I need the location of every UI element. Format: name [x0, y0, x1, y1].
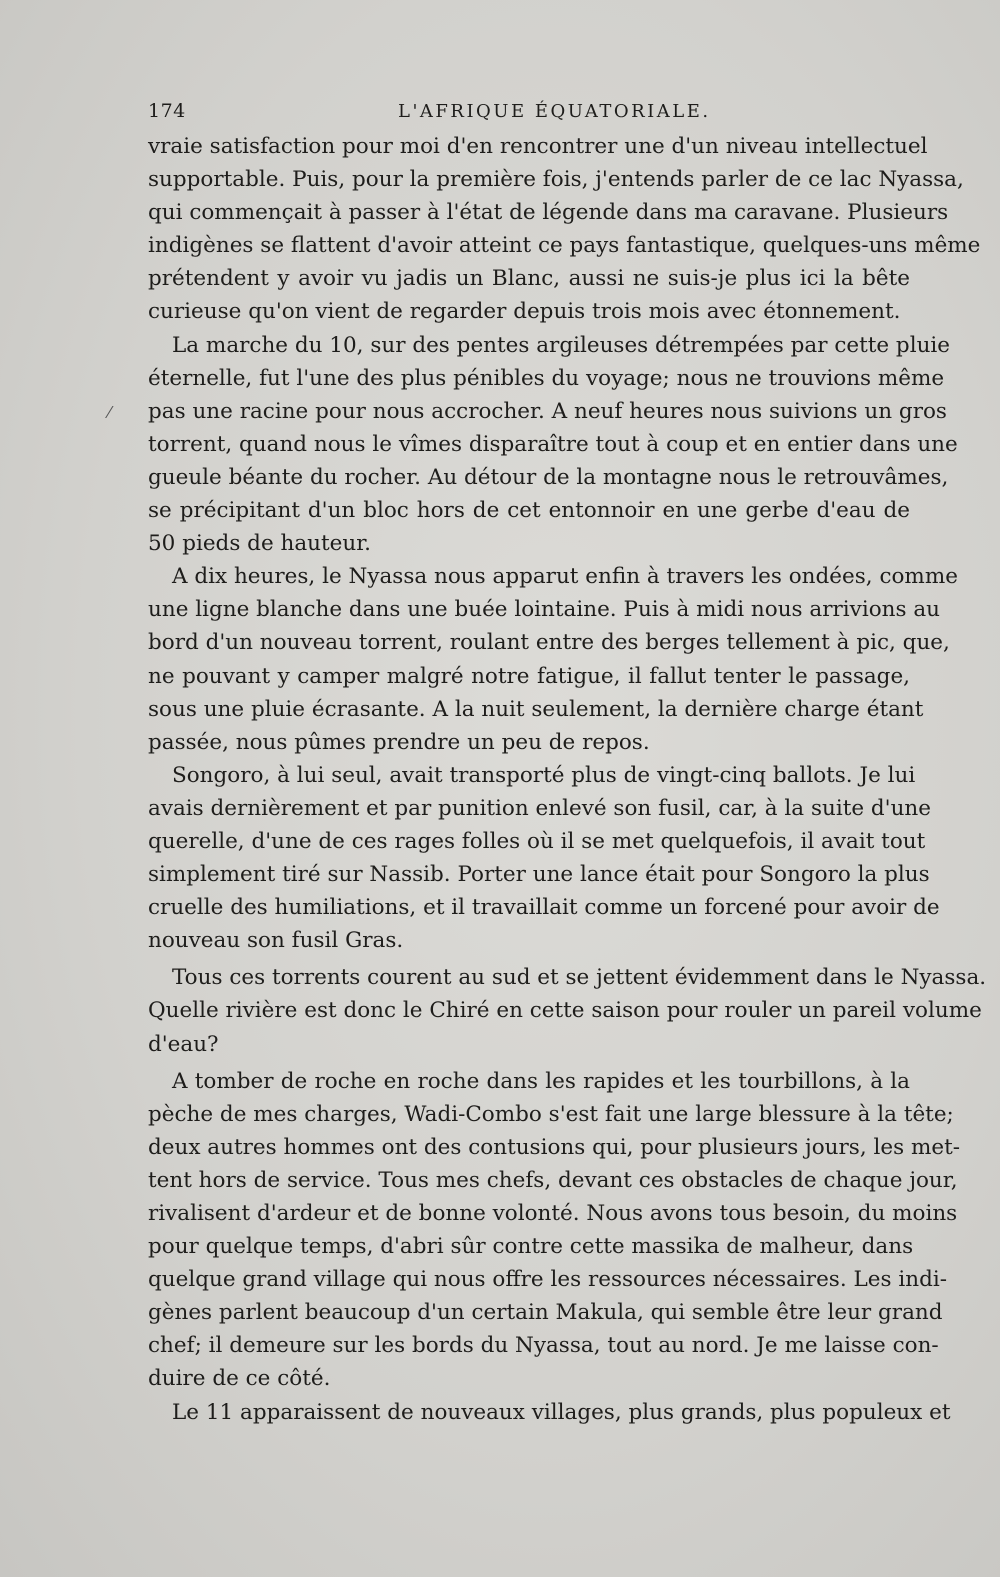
text-line: sous une pluie écrasante. A la nuit seulement, la dernière charge étant	[148, 696, 924, 722]
text-line: bord d'un nouveau torrent, roulant entre des berges tellement à pic, que,	[148, 630, 950, 656]
text-line: tent hors de service. Tous mes chefs, devant ces obstacles de chaque jour,	[148, 1167, 958, 1193]
text-line: Songoro, à lui seul, avait transporté plus de vingt-cinq ballots. Je lui	[172, 762, 916, 788]
text-line: passée, nous pûmes prendre un peu de repos.	[148, 729, 650, 755]
text-line: A dix heures, le Nyassa nous apparut enfin à travers les ondées, comme	[172, 564, 958, 590]
text-line: une ligne blanche dans une buée lointaine. Puis à midi nous arrivions au	[148, 597, 941, 623]
text-line: pèche de mes charges, Wadi-Combo s'est fait une large blessure à la tête;	[148, 1101, 954, 1127]
margin-tick-mark: ⁄	[108, 403, 111, 422]
text-line: prétendent y avoir vu jadis un Blanc, aussi ne suis-je plus ici la bête	[148, 266, 910, 292]
text-line: duire de ce côté.	[148, 1366, 331, 1392]
paragraph	[148, 759, 940, 958]
text-line: 50 pieds de hauteur.	[148, 531, 371, 557]
text-line: quelque grand village qui nous offre les ressources nécessaires. Les indi-	[148, 1267, 948, 1293]
text-line: deux autres hommes ont des contusions qui, pour plusieurs jours, les met-	[148, 1134, 960, 1160]
text-line: simplement tiré sur Nassib. Porter une lance était pour Songoro la plus	[148, 862, 930, 888]
paragraph	[148, 329, 958, 561]
text-line: gueule béante du rocher. Au détour de la montagne nous le retrouvâmes,	[148, 464, 949, 490]
paragraph	[148, 560, 958, 759]
text-line: gènes parlent beaucoup d'un certain Makula, qui semble être leur grand	[148, 1300, 943, 1326]
text-line: Tous ces torrents courent au sud et se jettent évidemment dans le Nyassa.	[172, 965, 987, 991]
running-title: L'AFRIQUE ÉQUATORIALE.	[398, 101, 711, 122]
paragraph	[148, 130, 981, 329]
text-line: A tomber de roche en roche dans les rapides et les tourbillons, à la	[172, 1068, 910, 1094]
text-line: torrent, quand nous le vîmes disparaître tout à coup et en entier dans une	[148, 431, 958, 457]
text-line: Le 11 apparaissent de nouveaux villages, plus grands, plus populeux et	[172, 1399, 951, 1425]
text-line: supportable. Puis, pour la première fois, j'entends parler de ce lac Nyassa,	[148, 167, 964, 193]
body-text	[148, 130, 987, 1429]
text-line: La marche du 10, sur des pentes argileuses détrempées par cette pluie	[172, 332, 951, 358]
text-line: Quelle rivière est donc le Chiré en cette saison pour rouler un pareil volume	[148, 998, 982, 1024]
text-line: d'eau?	[148, 1031, 219, 1057]
text-line: ne pouvant y camper malgré notre fatigue, il fallut tenter le passage,	[148, 663, 910, 689]
text-line: se précipitant d'un bloc hors de cet entonnoir en une gerbe d'eau de	[148, 498, 910, 524]
text-line: curieuse qu'on vient de regarder depuis trois mois avec étonnement.	[148, 299, 901, 325]
text-line: chef; il demeure sur les bords du Nyassa, tout au nord. Je me laisse con-	[148, 1333, 939, 1359]
paragraph	[148, 1396, 951, 1429]
page-number: 174	[148, 100, 186, 122]
text-line: querelle, d'une de ces rages folles où il se met quelquefois, il avait tout	[148, 828, 926, 854]
text-line: qui commençait à passer à l'état de légende dans ma caravane. Plusieurs	[148, 200, 949, 226]
text-line: nouveau son fusil Gras.	[148, 928, 404, 954]
paragraph	[148, 961, 987, 1060]
text-line: éternelle, fut l'une des plus pénibles du voyage; nous ne trouvions même	[148, 365, 945, 391]
page-header	[148, 100, 908, 130]
text-line: pour quelque temps, d'abri sûr contre cette massika de malheur, dans	[148, 1234, 914, 1260]
text-line: vraie satisfaction pour moi d'en rencontrer une d'un niveau intellectuel	[148, 134, 928, 159]
paragraph	[148, 1065, 960, 1396]
text-line: avais dernièrement et par punition enlevé son fusil, car, à la suite d'une	[148, 795, 931, 821]
text-line: cruelle des humiliations, et il travaillait comme un forcené pour avoir de	[148, 895, 940, 921]
text-line: pas une racine pour nous accrocher. A neuf heures nous suivions un gros	[148, 398, 947, 424]
text-line: indigènes se flattent d'avoir atteint ce pays fantastique, quelques-uns même	[148, 233, 981, 259]
text-line: rivalisent d'ardeur et de bonne volonté. Nous avons tous besoin, du moins	[148, 1201, 958, 1226]
